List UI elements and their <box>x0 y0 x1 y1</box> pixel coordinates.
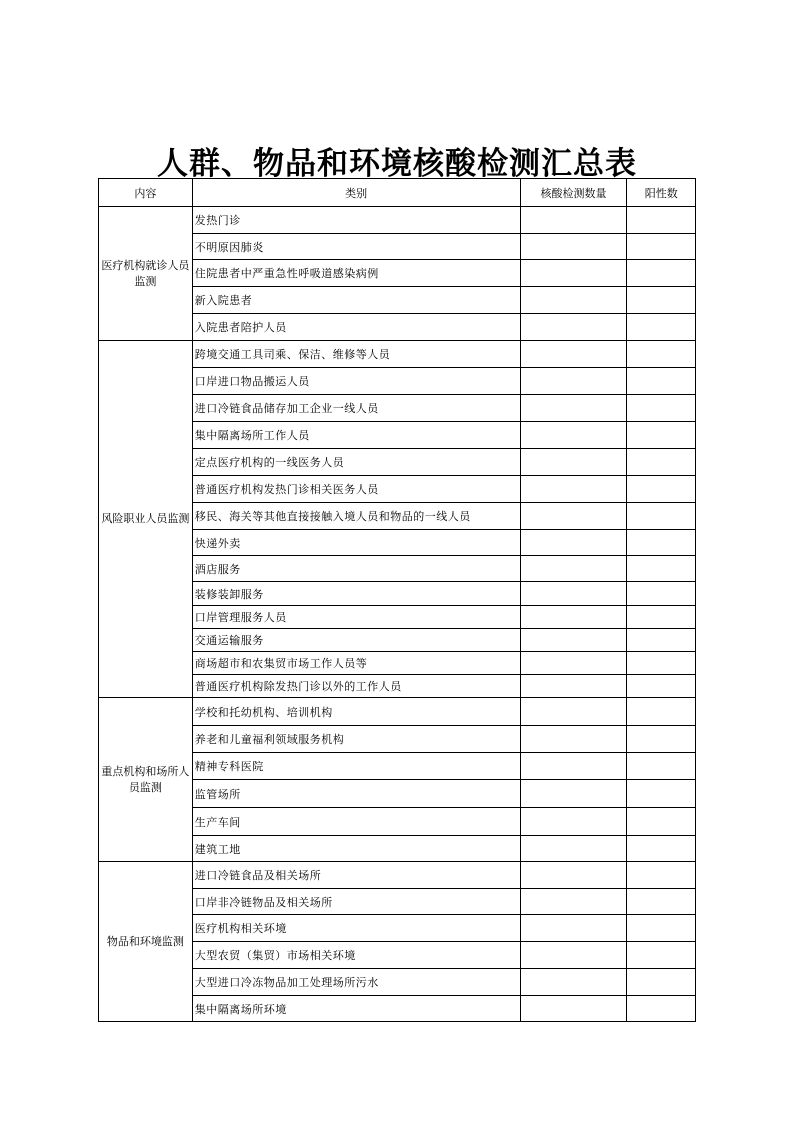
positive-count-cell[interactable] <box>627 915 696 942</box>
test-count-cell[interactable] <box>520 753 627 780</box>
test-count-cell[interactable] <box>520 368 627 395</box>
header-row <box>99 179 696 207</box>
positive-count-cell[interactable] <box>627 530 696 556</box>
category-cell: 口岸非冷链物品及相关场所 <box>192 889 520 915</box>
category-cell: 不明原因肺炎 <box>192 234 520 260</box>
positive-count-cell[interactable] <box>627 652 696 675</box>
positive-count-cell[interactable] <box>627 675 696 698</box>
test-count-cell[interactable] <box>520 556 627 582</box>
table-row <box>99 862 696 889</box>
positive-count-cell[interactable] <box>627 395 696 422</box>
test-count-cell[interactable] <box>520 726 627 753</box>
category-cell: 发热门诊 <box>192 207 520 234</box>
category-cell: 生产车间 <box>192 808 520 836</box>
test-count-cell[interactable] <box>520 942 627 969</box>
category-cell: 住院患者中严重急性呼吸道感染病例 <box>192 260 520 287</box>
test-count-cell[interactable] <box>520 422 627 449</box>
category-cell: 学校和托幼机构、培训机构 <box>192 698 520 726</box>
section-label: 重点机构和场所人员监测 <box>99 698 193 862</box>
category-cell: 集中隔离场所环境 <box>192 996 520 1022</box>
header-positive-count: 阳性数 <box>627 179 696 207</box>
category-cell: 移民、海关等其他直接接触入境人员和物品的一线人员 <box>192 503 520 530</box>
category-cell: 养老和儿童福利领域服务机构 <box>192 726 520 753</box>
test-count-cell[interactable] <box>520 675 627 698</box>
category-cell: 医疗机构相关环境 <box>192 915 520 942</box>
category-cell: 快递外卖 <box>192 530 520 556</box>
test-count-cell[interactable] <box>520 969 627 996</box>
test-count-cell[interactable] <box>520 314 627 341</box>
test-count-cell[interactable] <box>520 449 627 476</box>
table-row <box>99 698 696 726</box>
test-count-cell[interactable] <box>520 862 627 889</box>
page-title: 人群、物品和环境核酸检测汇总表 <box>157 146 637 182</box>
test-count-cell[interactable] <box>520 915 627 942</box>
test-count-cell[interactable] <box>520 476 627 503</box>
section-label: 风险职业人员监测 <box>99 341 193 698</box>
positive-count-cell[interactable] <box>627 476 696 503</box>
positive-count-cell[interactable] <box>627 606 696 629</box>
positive-count-cell[interactable] <box>627 368 696 395</box>
category-cell: 大型农贸（集贸）市场相关环境 <box>192 942 520 969</box>
header-test-count: 核酸检测数量 <box>520 179 627 207</box>
test-count-cell[interactable] <box>520 629 627 652</box>
test-count-cell[interactable] <box>520 503 627 530</box>
section-label: 物品和环境监测 <box>99 862 193 1022</box>
test-count-cell[interactable] <box>520 780 627 808</box>
positive-count-cell[interactable] <box>627 996 696 1022</box>
category-cell: 普通医疗机构发热门诊相关医务人员 <box>192 476 520 503</box>
positive-count-cell[interactable] <box>627 808 696 836</box>
test-count-cell[interactable] <box>520 889 627 915</box>
header-content: 内容 <box>99 179 193 207</box>
category-cell: 入院患者陪护人员 <box>192 314 520 341</box>
test-count-cell[interactable] <box>520 996 627 1022</box>
category-cell: 酒店服务 <box>192 556 520 582</box>
positive-count-cell[interactable] <box>627 969 696 996</box>
positive-count-cell[interactable] <box>627 582 696 606</box>
category-cell: 新入院患者 <box>192 287 520 314</box>
positive-count-cell[interactable] <box>627 889 696 915</box>
test-count-cell[interactable] <box>520 395 627 422</box>
category-cell: 精神专科医院 <box>192 753 520 780</box>
category-cell: 商场超市和农集贸市场工作人员等 <box>192 652 520 675</box>
positive-count-cell[interactable] <box>627 726 696 753</box>
positive-count-cell[interactable] <box>627 698 696 726</box>
category-cell: 装修装卸服务 <box>192 582 520 606</box>
category-cell: 大型进口冷冻物品加工处理场所污水 <box>192 969 520 996</box>
positive-count-cell[interactable] <box>627 503 696 530</box>
table-row <box>99 207 696 234</box>
category-cell: 口岸进口物品搬运人员 <box>192 368 520 395</box>
category-cell: 集中隔离场所工作人员 <box>192 422 520 449</box>
category-cell: 口岸管理服务人员 <box>192 606 520 629</box>
positive-count-cell[interactable] <box>627 862 696 889</box>
section-label: 医疗机构就诊人员监测 <box>99 207 193 341</box>
test-count-cell[interactable] <box>520 836 627 862</box>
test-count-cell[interactable] <box>520 698 627 726</box>
summary-table <box>98 178 696 1022</box>
category-cell: 定点医疗机构的一线医务人员 <box>192 449 520 476</box>
positive-count-cell[interactable] <box>627 260 696 287</box>
positive-count-cell[interactable] <box>627 753 696 780</box>
category-cell: 跨境交通工具司乘、保洁、维修等人员 <box>192 341 520 368</box>
category-cell: 监管场所 <box>192 780 520 808</box>
positive-count-cell[interactable] <box>627 942 696 969</box>
positive-count-cell[interactable] <box>627 836 696 862</box>
test-count-cell[interactable] <box>520 207 627 234</box>
category-cell: 进口冷链食品储存加工企业一线人员 <box>192 395 520 422</box>
test-count-cell[interactable] <box>520 652 627 675</box>
category-cell: 建筑工地 <box>192 836 520 862</box>
category-cell: 进口冷链食品及相关场所 <box>192 862 520 889</box>
test-count-cell[interactable] <box>520 234 627 260</box>
positive-count-cell[interactable] <box>627 422 696 449</box>
positive-count-cell[interactable] <box>627 341 696 368</box>
positive-count-cell[interactable] <box>627 780 696 808</box>
category-cell: 交通运输服务 <box>192 629 520 652</box>
test-count-cell[interactable] <box>520 530 627 556</box>
header-category: 类别 <box>192 179 520 207</box>
test-count-cell[interactable] <box>520 260 627 287</box>
table-body <box>99 207 696 1022</box>
test-count-cell[interactable] <box>520 606 627 629</box>
positive-count-cell[interactable] <box>627 207 696 234</box>
category-cell: 普通医疗机构除发热门诊以外的工作人员 <box>192 675 520 698</box>
test-count-cell[interactable] <box>520 808 627 836</box>
positive-count-cell[interactable] <box>627 629 696 652</box>
positive-count-cell[interactable] <box>627 287 696 314</box>
test-count-cell[interactable] <box>520 341 627 368</box>
positive-count-cell[interactable] <box>627 556 696 582</box>
test-count-cell[interactable] <box>520 287 627 314</box>
positive-count-cell[interactable] <box>627 449 696 476</box>
positive-count-cell[interactable] <box>627 314 696 341</box>
positive-count-cell[interactable] <box>627 234 696 260</box>
table-row <box>99 341 696 368</box>
test-count-cell[interactable] <box>520 582 627 606</box>
